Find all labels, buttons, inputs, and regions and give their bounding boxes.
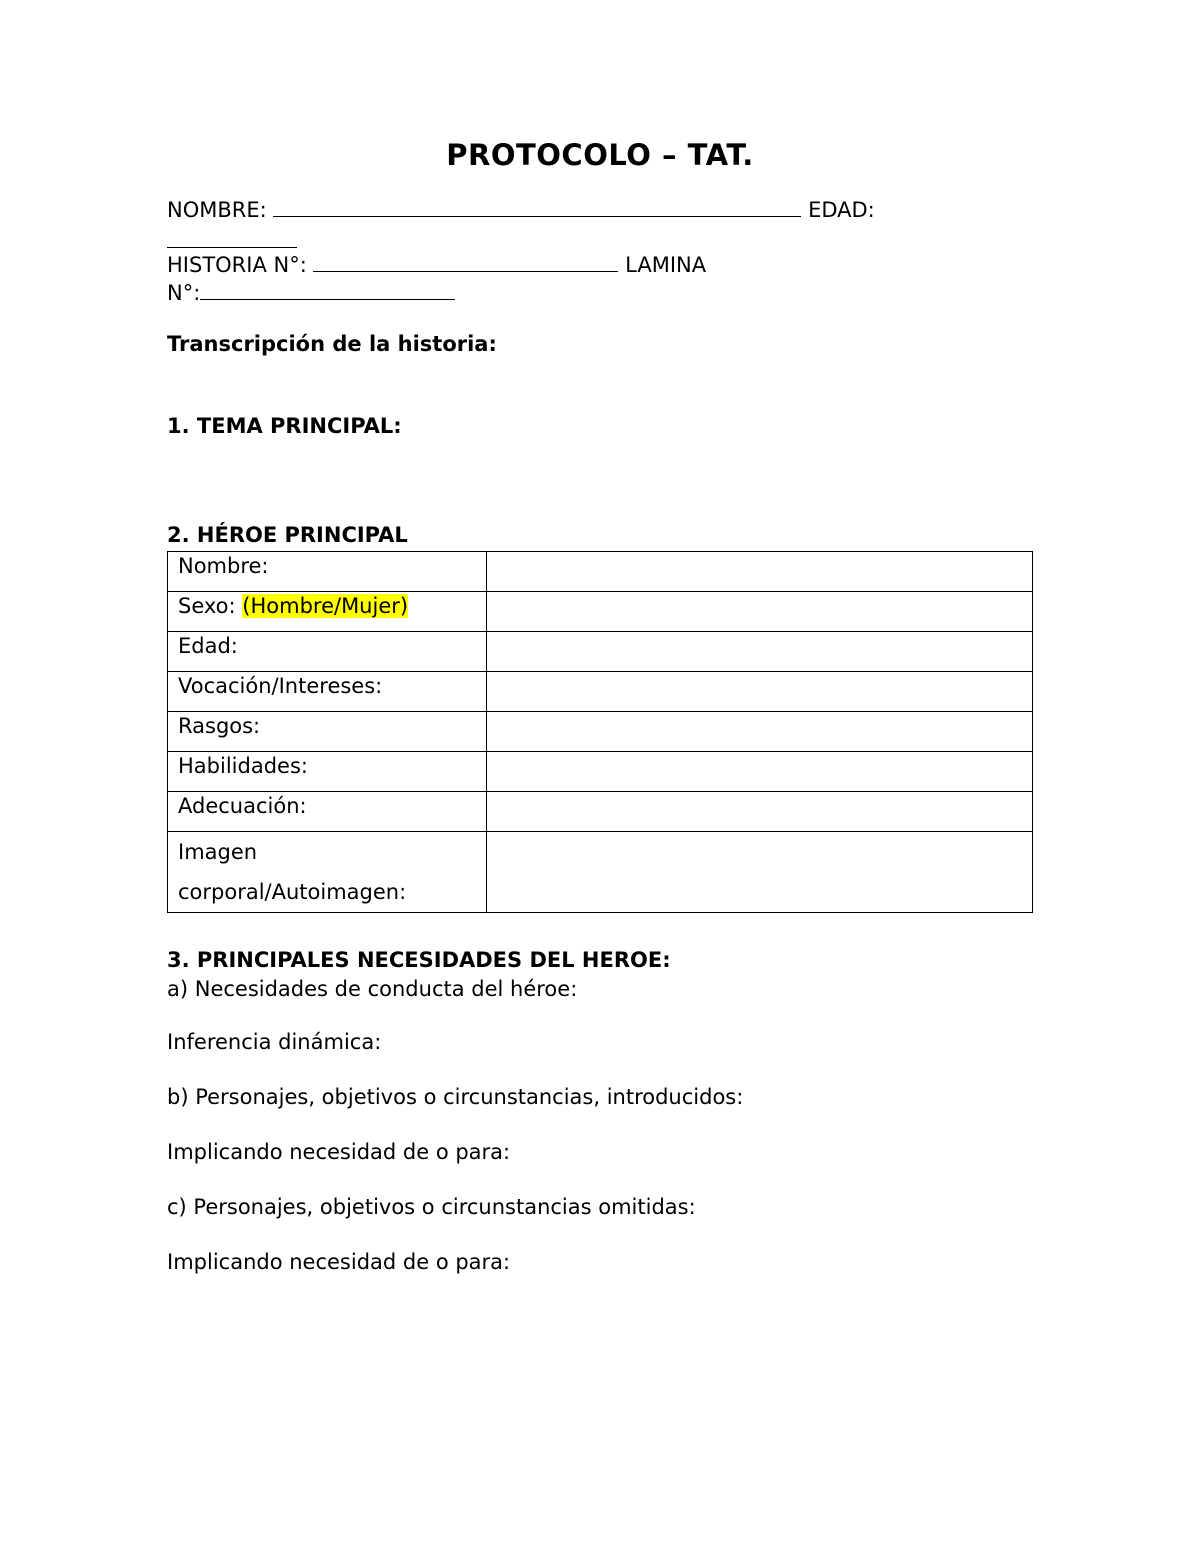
- hero-label-cell: [168, 592, 487, 632]
- hero-label: Nombre:: [178, 554, 269, 578]
- table-row: [168, 712, 1033, 752]
- table-row: [168, 792, 1033, 832]
- historia-lamina-line: [167, 251, 706, 277]
- hero-label: Vocación/Intereses:: [178, 674, 383, 698]
- hero-value-cell[interactable]: [487, 752, 1033, 792]
- table-row: [168, 552, 1033, 592]
- nombre-field[interactable]: [273, 196, 801, 217]
- hero-label-cell: [168, 712, 487, 752]
- hero-label-cell: [168, 792, 487, 832]
- document-title: PROTOCOLO – TAT.: [446, 138, 754, 172]
- hero-value-cell[interactable]: [487, 792, 1033, 832]
- hero-label: Adecuación:: [178, 794, 307, 818]
- lamina-label: LAMINA: [625, 253, 707, 277]
- lamina-n-line: [167, 279, 455, 305]
- edad-field[interactable]: [167, 227, 297, 248]
- hero-label-cell: [168, 632, 487, 672]
- nombre-edad-line: [167, 196, 875, 222]
- lamina-n-label: N°:: [167, 281, 201, 305]
- table-row: [168, 752, 1033, 792]
- transcription-heading: Transcripción de la historia:: [167, 332, 497, 356]
- hero-value-cell[interactable]: [487, 592, 1033, 632]
- section1-heading: 1. TEMA PRINCIPAL:: [167, 414, 402, 438]
- edad-field-wrap: [167, 227, 297, 252]
- edad-label: EDAD:: [808, 198, 875, 222]
- section2-heading: 2. HÉROE PRINCIPAL: [167, 523, 408, 547]
- hero-label-cell: [168, 552, 487, 592]
- hero-label-line2: corporal/Autoimagen:: [178, 880, 407, 904]
- hero-label: Edad:: [178, 634, 238, 658]
- table-row: [168, 592, 1033, 632]
- hero-label-cell: [168, 832, 487, 913]
- table-row: [168, 632, 1033, 672]
- highlighted-option: (Hombre/Mujer): [242, 594, 409, 618]
- table-row: [168, 832, 1033, 913]
- hero-value-cell[interactable]: [487, 552, 1033, 592]
- historia-label: HISTORIA N°:: [167, 253, 307, 277]
- hero-label: Sexo:: [178, 594, 236, 618]
- hero-value-cell[interactable]: [487, 832, 1033, 913]
- lamina-field[interactable]: [200, 279, 455, 300]
- hero-value-cell[interactable]: [487, 672, 1033, 712]
- hero-label: Rasgos:: [178, 714, 261, 738]
- hero-value-cell[interactable]: [487, 712, 1033, 752]
- hero-label-line1: Imagen: [178, 840, 258, 864]
- section3-line-b-implies: Implicando necesidad de o para:: [167, 1140, 511, 1164]
- table-row: [168, 672, 1033, 712]
- section3-line-b: b) Personajes, objetivos o circunstancias, introducidos:: [167, 1085, 744, 1109]
- hero-label: Habilidades:: [178, 754, 308, 778]
- nombre-label: NOMBRE:: [167, 198, 267, 222]
- hero-value-cell[interactable]: [487, 632, 1033, 672]
- section3-line-c-implies: Implicando necesidad de o para:: [167, 1250, 511, 1274]
- historia-field[interactable]: [313, 251, 618, 272]
- section3-heading: 3. PRINCIPALES NECESIDADES DEL HEROE:: [167, 948, 671, 972]
- hero-table: [167, 551, 1033, 913]
- section3-line-a: a) Necesidades de conducta del héroe:: [167, 977, 578, 1001]
- section3-line-inference: Inferencia dinámica:: [167, 1030, 382, 1054]
- section3-line-c: c) Personajes, objetivos o circunstancias omitidas:: [167, 1195, 696, 1219]
- hero-label-cell: [168, 672, 487, 712]
- hero-label-cell: [168, 752, 487, 792]
